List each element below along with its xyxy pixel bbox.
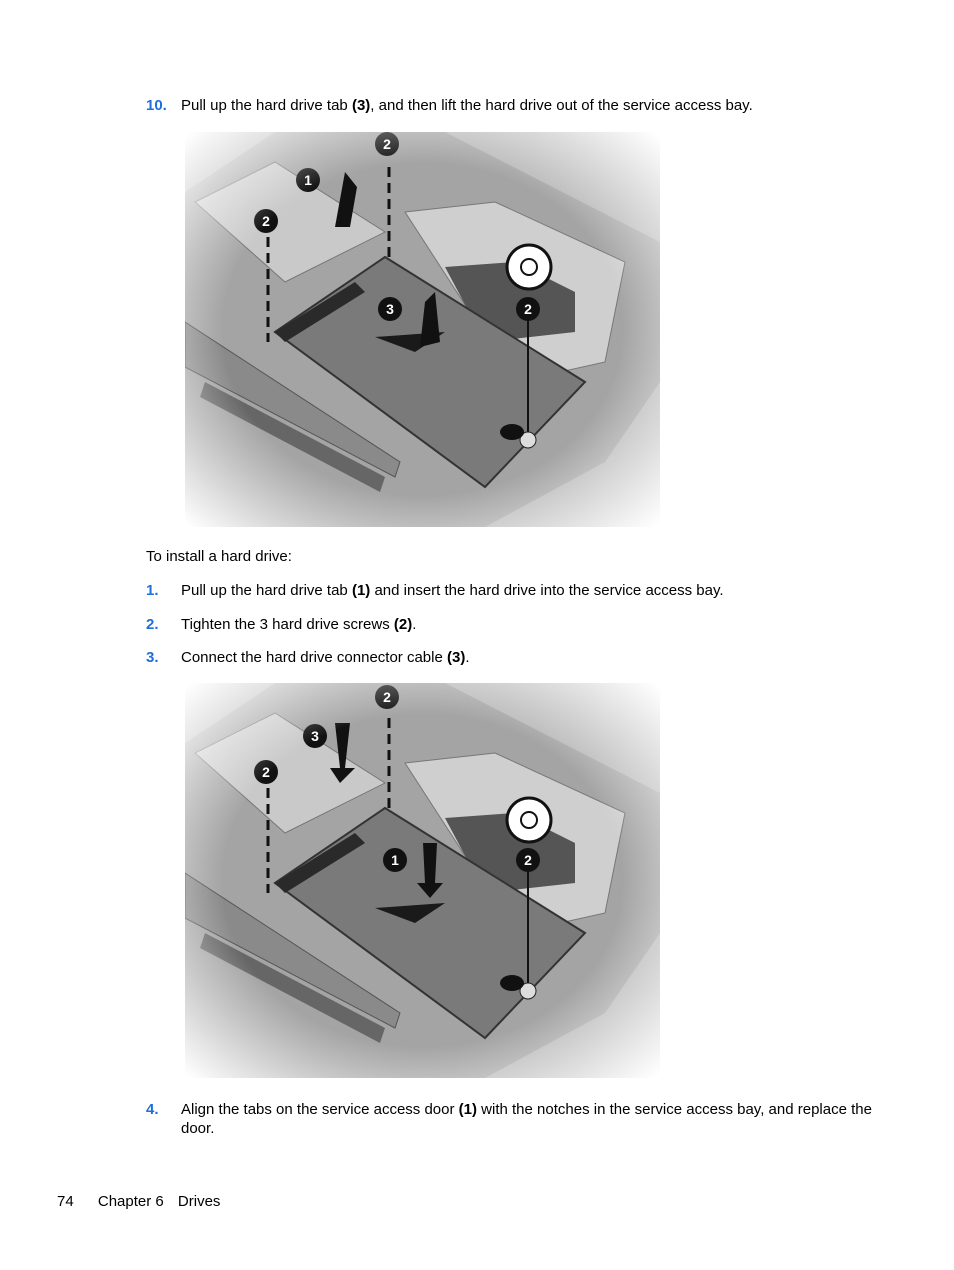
step-number: 2.	[146, 616, 159, 633]
page-footer	[57, 1193, 230, 1210]
step-number: 4.	[146, 1101, 159, 1118]
step-number: 3.	[146, 649, 159, 666]
step-text: Pull up the hard drive tab (3), and then lift the hard drive out of the service access bay.	[181, 97, 753, 114]
step-text: Pull up the hard drive tab (1) and insert the hard drive into the service access bay.	[181, 582, 724, 599]
step-number: 10.	[146, 97, 167, 114]
install-intro: To install a hard drive:	[146, 548, 292, 565]
chapter-label: Chapter 6	[97, 1193, 164, 1210]
step-text: Align the tabs on the service access door (1) with the notches in the service access bay, and replace the door.	[181, 1101, 872, 1137]
page-number: 74	[57, 1193, 74, 1210]
figure-install-hard-drive	[185, 683, 660, 1078]
step-text: Connect the hard drive connector cable (3).	[181, 649, 470, 666]
step-text: Tighten the 3 hard drive screws (2).	[181, 616, 417, 633]
figure-remove-hard-drive	[185, 132, 660, 527]
step-number: 1.	[146, 582, 159, 599]
section-label: Drives	[177, 1193, 221, 1210]
